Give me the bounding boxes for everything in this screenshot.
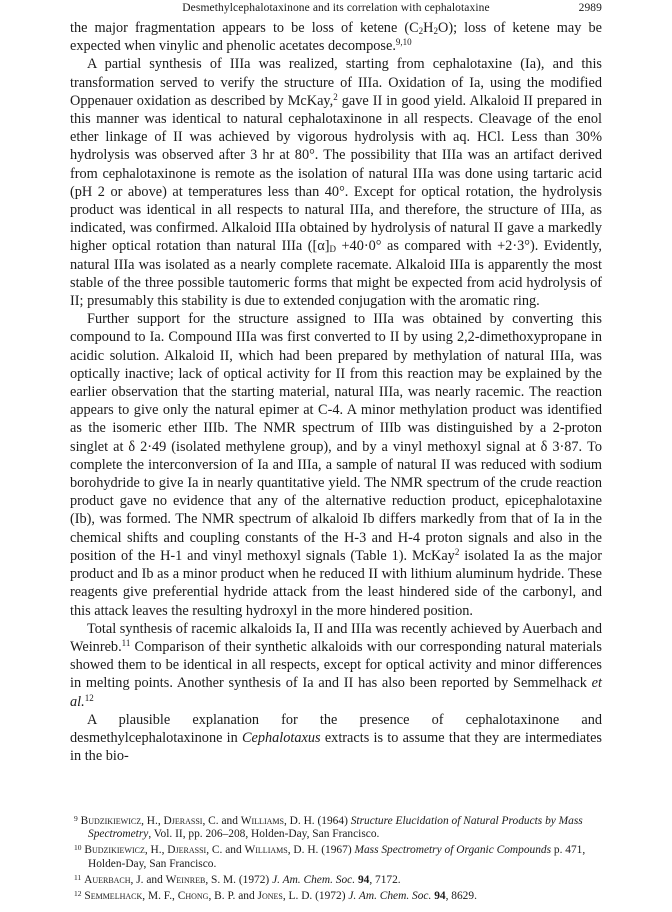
author-name: Auerbach (84, 873, 131, 886)
author-name: Williams (244, 844, 288, 857)
italic-text: Mass Spectrometry of Organic Compounds (354, 844, 552, 857)
text-run: , C. and (206, 844, 245, 857)
superscript-citation: 2 (333, 91, 338, 102)
text-run: , S. M. (1972) (205, 873, 273, 886)
reference-10 (70, 841, 602, 870)
subscript: D (329, 244, 337, 255)
text-run: , M. F., (142, 890, 178, 903)
author-name: Weinreb (165, 873, 206, 886)
subscript: 2 (433, 26, 438, 36)
article-body (70, 19, 602, 765)
reference-9 (70, 812, 602, 841)
text-run: Total synthesis of racemic alkaloids Ia, II and IIIa was recently achieved by Auerbach and Weinreb. (70, 620, 602, 655)
subscript: 2 (418, 26, 424, 36)
text-run: H (423, 20, 434, 36)
text-run: extracts is to assume that they are intermediates in the bio- (70, 729, 602, 765)
text-run: , D. H. (1964) (283, 815, 351, 827)
text-run: , B. P. and (208, 890, 258, 903)
paragraph-2 (70, 55, 602, 310)
reference-number: 11 (74, 872, 82, 882)
italic-text: et al. (70, 675, 602, 710)
paragraph-1 (70, 19, 602, 55)
author-name: Djerassi (163, 815, 203, 827)
text-run: , Vol. II, pp. 206–208, Holden-Day, San Francisco. (148, 828, 380, 841)
text-run: , D. H. (1967) (287, 844, 355, 857)
superscript-citation: 11 (121, 637, 131, 648)
reference-12 (70, 887, 602, 903)
footnote-references (70, 812, 602, 903)
text-run: , C. and (202, 815, 241, 827)
text-run: , H., (144, 844, 168, 857)
superscript-citation: 9,10 (395, 37, 412, 48)
italic-text: Cephalotaxus (241, 729, 321, 746)
author-name: Williams (240, 815, 284, 827)
text-run: , H., (141, 815, 164, 827)
text-run: , J. and (130, 873, 166, 886)
text-run: , 8629. (445, 890, 477, 903)
text-run: p. 471, Holden-Day, San Francisco. (88, 844, 586, 870)
volume-number: 94 (434, 890, 446, 903)
text-run: Comparison of their synthetic alkaloids with our corresponding natural materials showed them to be identical in all respects, except for optical activity and minor differences in melting points. Another synthesis of Ia and II has also been reported by Semmelhack (70, 638, 602, 692)
italic-text: Structure Elucidation of Natural Products by Mass Spectrometry (88, 815, 583, 841)
running-header (70, 0, 602, 20)
reference-number: 12 (74, 889, 82, 899)
reference-11 (70, 871, 602, 887)
italic-text: J. Am. Chem. Soc. (272, 873, 356, 886)
volume-number: 94 (357, 873, 370, 886)
text-run: O); loss of ketene may be expected when vinylic and phenolic acetates decompose. (70, 20, 602, 55)
superscript-citation: 2 (454, 546, 460, 557)
italic-text: J. Am. Chem. Soc. (348, 890, 432, 903)
author-name: Jones (257, 890, 283, 903)
text-run: gave II in good yield. Alkaloid II prepared in this manner was identical to natural cephalotaxinone in all respects. Cleavage of the enol ether linkage of II was achieved by vigorous hydrolysis with aq. HCl. Less than 30% hydrolysis was observed after 3 hr at 80°. The possibility that IIIa was an artifact derived from cephalotaxinone is remote as the isolation of natural IIIa was done using tartaric acid (pH 2 or above) at temperatures less than 40°. Except for optical rotation, the hydrolysis product was identical in all respects to natural IIIa, and therefore, the structure of IIIa, as indicated, was confirmed. Alkaloid IIIa obtained by hydrolysis of natural II gave a markedly higher optical rotation than natural IIIa ([α] (70, 92, 602, 255)
reference-number: 9 (74, 814, 78, 823)
page-number: 2989 (578, 2, 602, 14)
text-run: A plausible explanation for the presence of cephalotaxinone and desmethylcephalotaxinone in (70, 711, 602, 746)
text-run: A partial synthesis of IIIa was realized, starting from cephalotaxine (Ia), and this transformation served to verify the structure of IIIa. Oxidation of Ia, using the modified Oppenauer oxidation as described by McKay, (70, 56, 602, 109)
text-run: , L. D. (1972) (282, 890, 349, 903)
text-run: the major fragmentation appears to be loss of ketene (C (70, 20, 419, 36)
author-name: Djerassi (167, 844, 207, 857)
author-name: Budzikiewicz (80, 815, 142, 827)
author-name: Budzikiewicz (84, 844, 145, 857)
running-title: Desmethylcephalotaxinone and its correlation with cephalotaxine (182, 2, 490, 14)
paragraph-4 (70, 620, 602, 711)
paragraph-3 (70, 310, 602, 619)
paragraph-5 (70, 711, 602, 766)
reference-number: 10 (74, 843, 82, 853)
text-run: , 7172. (369, 873, 401, 886)
superscript-citation: 12 (84, 692, 94, 703)
text-run: +40·0° as compared with +2·3°). Evidently, natural IIIa was isolated as a nearly complete racemate. Alkaloid IIIa is apparently the most stable of the three possible tautomeric forms that might be expected from acid hydrolysis of II; presumably this stability is due to extended conjugation with the aromatic ring. (70, 238, 602, 310)
text-run: Further support for the structure assigned to IIIa was obtained by converting this compound to Ia. Compound IIIa was first converted to II by using 2,2-dimethoxypropane in acidic solution. Alkaloid II, which had been prepared by methylation of natural IIIa, was optically inactive; lack of optical activity for II from this reaction may be explained by the earlier observation that the starting material, natural IIIa, was nearly racemic. The reaction appears to give only the natural epimer at C-4. A minor methylation product was identified as the isomeric ether IIIb. The NMR spectrum of IIIb was distinguished by a 2-proton singlet at δ 2·49 (isolated methylene group), and by a vinyl methoxyl signal at δ 3·87. To complete the interconversion of Ia and IIIa, a sample of natural II was reduced with sodium borohydride to give Ia in nearly quantitative yield. The NMR spectrum of the crude reaction product gave no evidence that any of the alternative reduction product, epicephalotaxine (Ib), was formed. The NMR spectrum of alkaloid Ib differs markedly from that of Ia in the chemical shifts and coupling constants of the H-3 and H-4 proton signals and also in the position of the H-1 and vinyl methoxyl signals (Table 1). McKay (70, 311, 602, 564)
author-name: Semmelhack (84, 890, 143, 903)
text-run: isolated Ia as the major product and Ib as a minor product when he reduced II with lithium aluminum hydride. These reagents give preferential hydride attack from the least hindered side of the carbonyl, and this attack leaves the resulting hydroxyl in the more hindered position. (70, 547, 602, 619)
author-name: Chong (177, 890, 209, 903)
